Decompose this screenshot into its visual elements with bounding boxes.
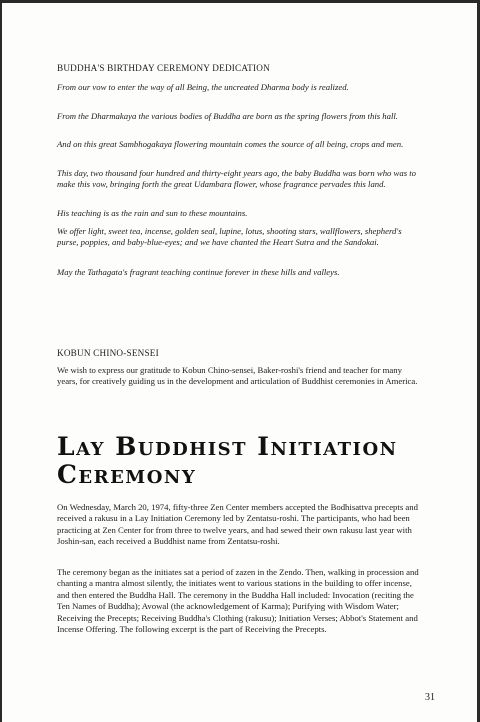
dedication-heading: BUDDHA'S BIRTHDAY CEREMONY DEDICATION <box>57 63 270 73</box>
scan-edge-left <box>0 0 2 722</box>
lay-title-line-1: Lay Buddhist Initiation <box>57 432 398 461</box>
kobun-heading: KOBUN CHINO-SENSEI <box>57 348 159 358</box>
lay-paragraph-2: The ceremony began as the initiates sat a period of zazen in the Zendo. Then, walking in procession and chanting a mantra almost silently, the initiates went to various stations in the building to offer incense, and then entered the Buddha Hall. The ceremony in the Buddha Hall included: Invocation (reciting the Ten Names of Buddha); Avowal (the acknowledgement of Karma); Purifying with Wisdom Water; Receiving the Precepts; Receiving Buddha's Clothing (rakusu); Initiation Verses; Abbot's Statement and Incense Offering. The following excerpt is the part of Receiving the Precepts. <box>57 567 419 635</box>
lay-paragraph-1: On Wednesday, March 20, 1974, fifty-three Zen Center members accepted the Bodhisattva precepts and received a rakusu in a Lay Initiation Ceremony led by Zentatsu-roshi. The participants, who had been practicing at Zen Center for from three to twelve years, and had sewed their own rakusu last year with Joshin-san, each received a Buddhist name from Zentatsu-roshi. <box>57 502 418 547</box>
dedication-paragraph-1: From our vow to enter the way of all Being, the uncreated Dharma body is realized. <box>57 82 349 92</box>
scan-edge-top <box>0 0 480 3</box>
kobun-paragraph: We wish to express our gratitude to Kobun Chino-sensei, Baker-roshi's friend and teacher for many years, for creatively guiding us in the development and articulation of Buddhist ceremonies in America. <box>57 365 418 387</box>
dedication-paragraph-2: From the Dharmakaya the various bodies of Buddha are born as the spring flowers from this hall. <box>57 111 398 121</box>
dedication-paragraph-4: This day, two thousand four hundred and thirty-eight years ago, the baby Buddha was born who was to make this vow, bringing forth the great Udambara flower, whose fragrance pervades this land. <box>57 168 417 190</box>
dedication-paragraph-7: May the Tathagata's fragrant teaching continue forever in these hills and valleys. <box>57 267 340 277</box>
dedication-paragraph-5: His teaching is as the rain and sun to these mountains. <box>57 208 248 218</box>
dedication-paragraph-6: We offer light, sweet tea, incense, golden seal, lupine, lotus, shooting stars, wallflowers, shepherd's purse, poppies, and baby-blue-eyes; and we have chanted the Heart Sutra and the Sandokai. <box>57 226 402 248</box>
page-number: 31 <box>425 692 435 703</box>
lay-title-line-2: Ceremony <box>57 460 197 489</box>
dedication-paragraph-3: And on this great Sambhogakaya flowering mountain comes the source of all being, crops and men. <box>57 139 404 149</box>
